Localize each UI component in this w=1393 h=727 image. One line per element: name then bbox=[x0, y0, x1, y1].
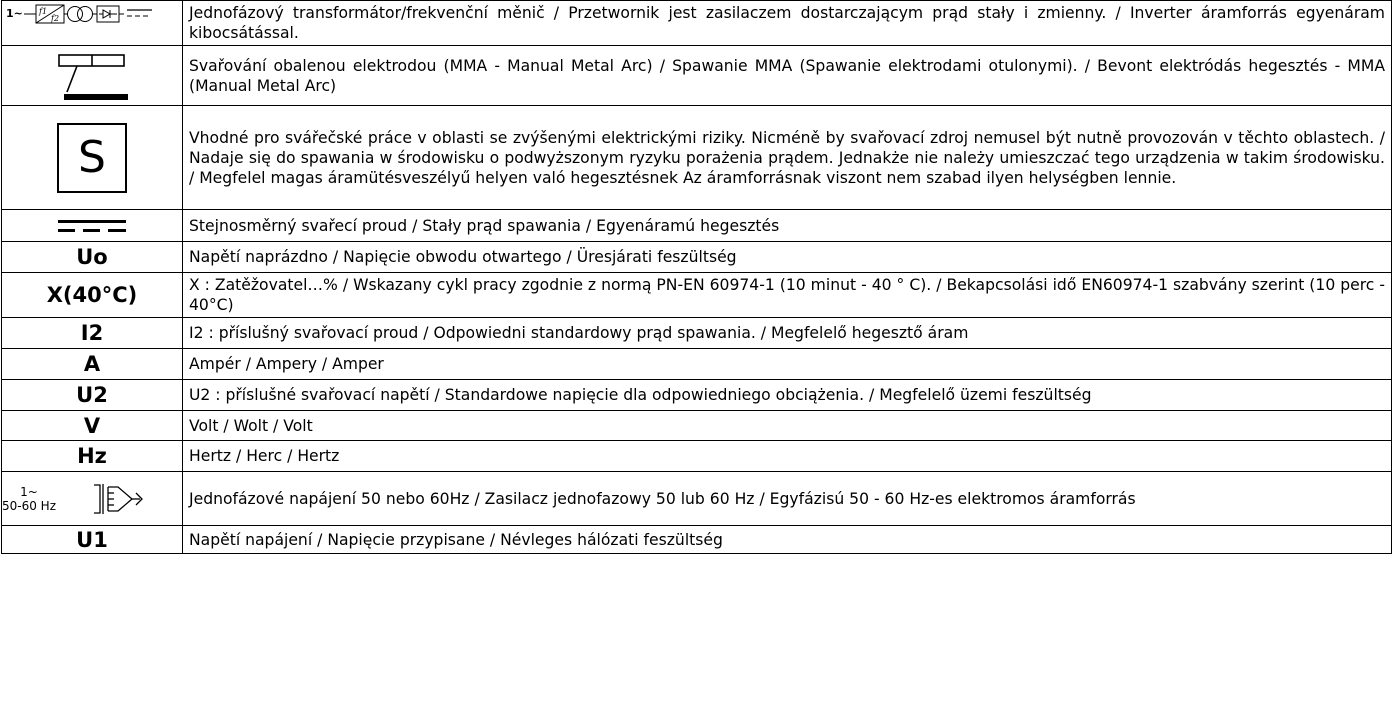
s-safety-icon bbox=[57, 123, 127, 193]
symbol-label: A bbox=[83, 352, 101, 376]
symbols-table bbox=[1, 0, 1392, 554]
mma-electrode-icon bbox=[2, 48, 182, 104]
inverter-phase-label: 1~ bbox=[6, 7, 23, 20]
symbol-cell bbox=[2, 526, 183, 554]
table-row bbox=[2, 242, 1392, 273]
description-cell: Volt / Wolt / Volt bbox=[183, 411, 1392, 441]
description-cell: Hertz / Herc / Hertz bbox=[183, 441, 1392, 472]
symbol-label: V bbox=[83, 413, 101, 438]
symbol-label: Uo bbox=[76, 245, 108, 269]
table-row bbox=[2, 1, 1392, 46]
symbol-cell bbox=[2, 411, 183, 441]
table-row bbox=[2, 106, 1392, 210]
symbol-cell bbox=[2, 380, 183, 411]
symbol-label: I2 bbox=[80, 321, 104, 345]
description-cell: X : Zatěžovatel…% / Wskazany cykl pracy zgodnie z normą PN-EN 60974-1 (10 minut - 40 ° C). / Bekapcsolási idő EN60974-1 szabvány szerint (10 perc - 40°C) bbox=[183, 273, 1392, 318]
symbol-cell bbox=[2, 349, 183, 380]
direct-current-icon bbox=[2, 218, 182, 234]
description-cell: I2 : příslušný svařovací proud / Odpowiedni standardowy prąd spawania. / Megfelelő hegesztő áram bbox=[183, 318, 1392, 349]
symbol-label: U1 bbox=[76, 527, 108, 552]
supply-frequency-label: 50-60 Hz bbox=[2, 498, 57, 513]
table-row bbox=[2, 411, 1392, 441]
supply-phase-label: 1~ bbox=[20, 484, 38, 499]
symbol-label: X(40°C) bbox=[46, 283, 138, 307]
symbol-cell bbox=[2, 441, 183, 472]
description-cell: Napětí naprázdno / Napięcie obwodu otwartego / Üresjárati feszültség bbox=[183, 242, 1392, 273]
table-row bbox=[2, 273, 1392, 318]
symbol-label: Hz bbox=[77, 444, 107, 468]
description-cell: Stejnosměrný svařecí proud / Stały prąd spawania / Egyenáramú hegesztés bbox=[183, 210, 1392, 242]
inverter-f2-label: f2 bbox=[51, 14, 60, 23]
symbol-cell bbox=[2, 242, 183, 273]
description-cell: Ampér / Ampery / Amper bbox=[183, 349, 1392, 380]
table-row bbox=[2, 210, 1392, 242]
table-row bbox=[2, 472, 1392, 526]
symbol-cell bbox=[2, 1, 183, 46]
table-row bbox=[2, 349, 1392, 380]
plug-icon bbox=[92, 482, 150, 516]
inverter-icon bbox=[2, 1, 182, 25]
symbol-label: U2 bbox=[76, 383, 108, 407]
description-cell: U2 : příslušné svařovací napětí / Standardowe napięcie dla odpowiedniego obciążenia. / Megfelelő üzemi feszültség bbox=[183, 380, 1392, 411]
description-cell: Vhodné pro svářečské práce v oblasti se zvýšenými elektrickými riziky. Nicméně by svařovací zdroj nemusel být nutně provozován v těchto oblastech. / Nadaje się do spawania w środowisku o podwyższonym ryzyku porażenia prądem. Jednakże nie należy umieszczać tego urządzenia w takim środowisku. / Megfelel magas áramütésveszélyű helyen való hegesztésnek Az áramforrásnak viszont nem szabad ilyen helységben lennie. bbox=[183, 106, 1392, 210]
table-row bbox=[2, 526, 1392, 554]
symbol-cell bbox=[2, 106, 183, 210]
table-row bbox=[2, 46, 1392, 106]
single-phase-supply-icon bbox=[2, 482, 182, 516]
table-row bbox=[2, 441, 1392, 472]
symbol-cell bbox=[2, 273, 183, 318]
inverter-f1-label: f1 bbox=[39, 7, 48, 16]
table-row bbox=[2, 380, 1392, 411]
s-safety-letter: S bbox=[78, 131, 106, 183]
description-cell: Svařování obalenou elektrodou (MMA - Manual Metal Arc) / Spawanie MMA (Spawanie elektrodami otulonymi). / Bevont elektródás hegesztés - MMA (Manual Metal Arc) bbox=[183, 46, 1392, 106]
description-cell: Napětí napájení / Napięcie przypisane / Névleges hálózati feszültség bbox=[183, 526, 1392, 554]
description-cell: Jednofázový transformátor/frekvenční měnič / Przetwornik jest zasilaczem dostarczającym prąd stały i zmienny. / Inverter áramforrás egyenáram kibocsátással. bbox=[183, 1, 1392, 46]
table-row bbox=[2, 318, 1392, 349]
symbol-cell bbox=[2, 210, 183, 242]
symbol-cell bbox=[2, 46, 183, 106]
description-cell: Jednofázové napájení 50 nebo 60Hz / Zasilacz jednofazowy 50 lub 60 Hz / Egyfázisú 50 - 60 Hz-es elektromos áramforrás bbox=[183, 472, 1392, 526]
symbol-cell bbox=[2, 318, 183, 349]
symbol-cell bbox=[2, 472, 183, 526]
